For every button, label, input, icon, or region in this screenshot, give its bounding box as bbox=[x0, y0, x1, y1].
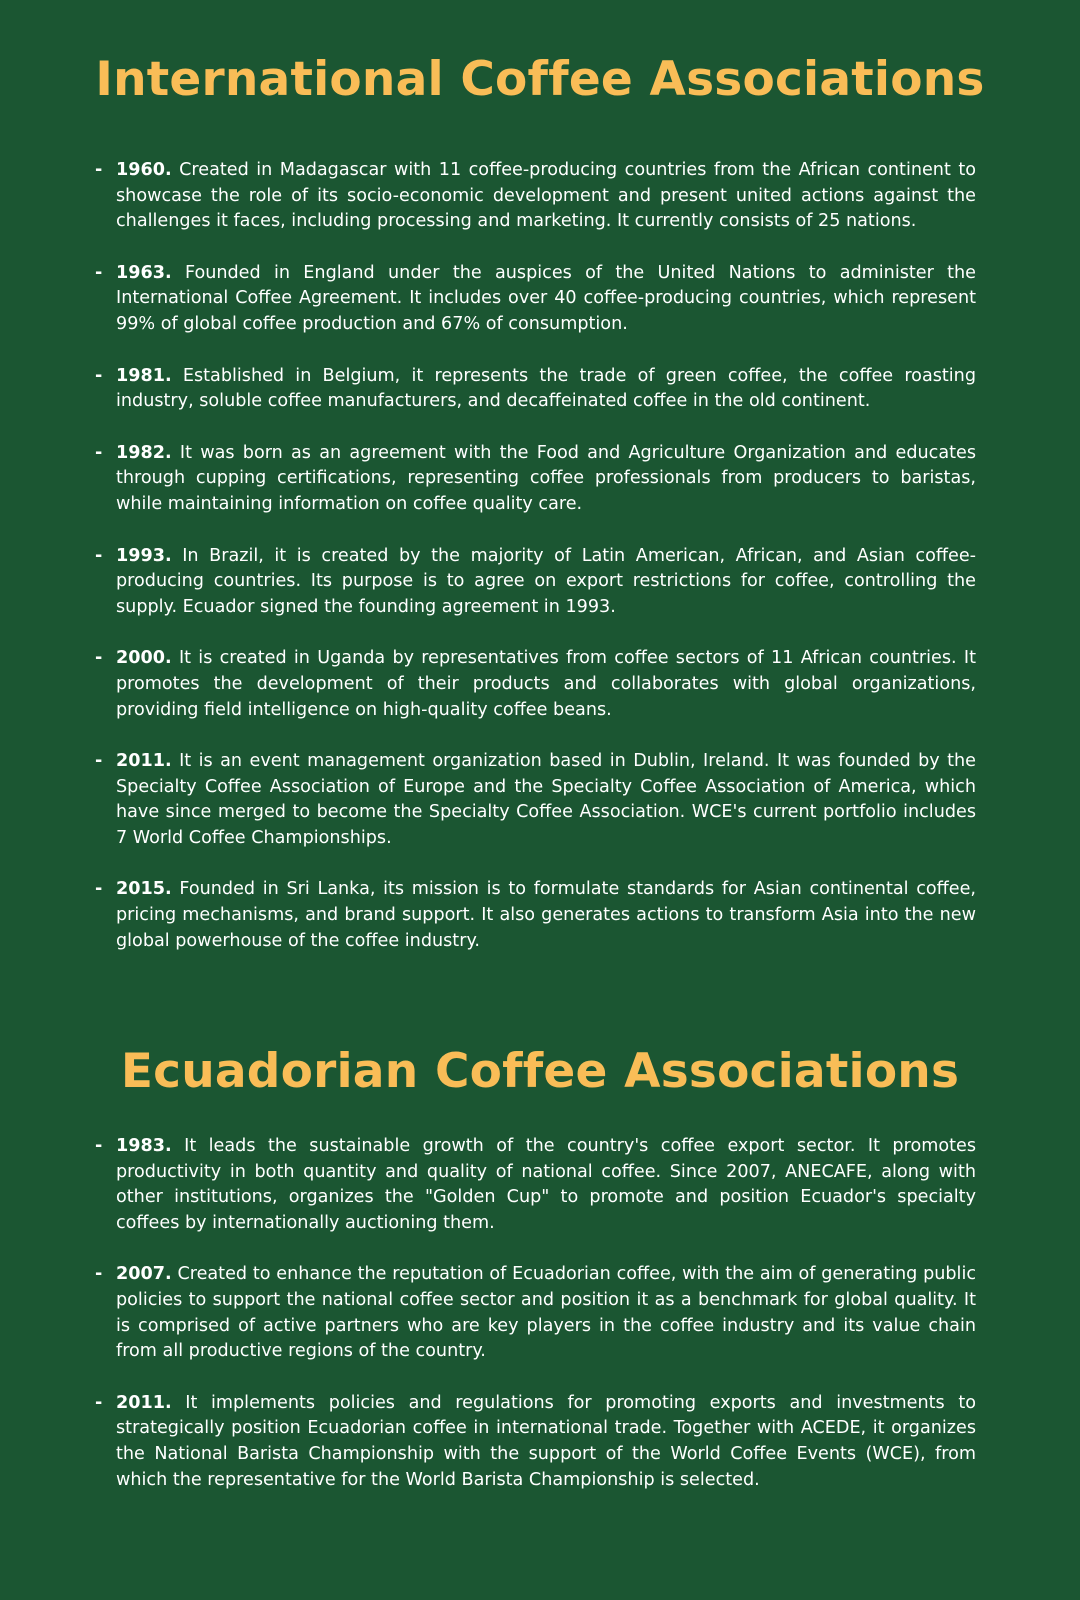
list-item bbox=[92, 261, 976, 338]
entry-text: Founded in Sri Lanka, its mission is to formulate standards for Asian continental coffee, pricing mechanisms, and brand support. It also generates actions to transform Asia into the new global powerhouse of the coffee industry. bbox=[116, 879, 976, 951]
list-item bbox=[92, 646, 976, 723]
bullet-dash: - bbox=[95, 1136, 103, 1156]
entry-year: 2011. bbox=[116, 1392, 172, 1413]
list-item bbox=[92, 441, 976, 518]
entry-text: It is an event management organization based in Dublin, Ireland. It was founded by the Specialty Coffee Association of Europe and the Specialty Coffee Association of America, which have since merged to become the Specialty Coffee Association. WCE's current portfolio includes 7 World Coffee Championships. bbox=[116, 751, 977, 848]
entry-year: 1983. bbox=[116, 1136, 172, 1156]
entry-year: 1960. bbox=[116, 160, 172, 180]
list-item bbox=[92, 158, 976, 235]
bullet-dash: - bbox=[95, 648, 103, 669]
entry-year: 1982. bbox=[116, 442, 172, 463]
international-associations-list bbox=[92, 158, 976, 980]
bullet-dash: - bbox=[95, 1392, 103, 1413]
bullet-dash: - bbox=[95, 262, 103, 283]
entry-text: Founded in England under the auspices of the United Nations to administer the International Coffee Agreement. It includes over 40 coffee-producing countries, which represent 99% of global coffee production and 67% of consumption. bbox=[116, 262, 976, 334]
ecuadorian-associations-list bbox=[92, 1134, 976, 1519]
entry-text: Created in Madagascar with 11 coffee-producing countries from the African continent to showcase the role of its socio-economic development and present united actions against the challenges it faces, including processing and marketing. It currently consists of 25 nations. bbox=[116, 160, 976, 232]
bullet-dash: - bbox=[95, 1264, 103, 1285]
list-item bbox=[92, 877, 976, 954]
entry-year: 1963. bbox=[116, 262, 172, 283]
entry-year: 1981. bbox=[116, 365, 172, 386]
entry-year: 2015. bbox=[116, 879, 172, 900]
bullet-dash: - bbox=[95, 751, 103, 772]
entry-text: It was born as an agreement with the Food and Agriculture Organization and educates through cupping certifications, representing coffee professionals from producers to baristas, while maintaining information on coffee quality care. bbox=[116, 442, 976, 514]
list-item bbox=[92, 1391, 976, 1493]
list-item bbox=[92, 364, 976, 415]
bullet-dash: - bbox=[95, 879, 103, 900]
entry-text: In Brazil, it is created by the majority of Latin American, African, and Asian coffee-producing countries. Its purpose is to agree on export restrictions for coffee, controlling the supply. Ecuador signed the founding agreement in 1993. bbox=[116, 545, 976, 617]
entry-year: 2007. bbox=[116, 1264, 172, 1285]
entry-text: It is created in Uganda by representatives from coffee sectors of 11 African countries. It promotes the development of their products and collaborates with global organizations, providing field intelligence on high-quality coffee beans. bbox=[116, 648, 977, 720]
entry-text: It leads the sustainable growth of the country's coffee export sector. It promotes productivity in both quantity and quality of national coffee. Since 2007, ANECAFE, along with other institutions, organizes the "Golden Cup" to promote and position Ecuador's specialty coffees by internationally auctioning them. bbox=[116, 1136, 976, 1233]
ecuadorian-section-title: Ecuadorian Coffee Associations bbox=[120, 1044, 960, 1099]
list-item bbox=[92, 1134, 976, 1236]
international-section-title: International Coffee Associations bbox=[95, 52, 985, 107]
entry-text: Established in Belgium, it represents the trade of green coffee, the coffee roasting industry, soluble coffee manufacturers, and decaffeinated coffee in the old continent. bbox=[116, 365, 976, 412]
entry-year: 1993. bbox=[116, 545, 172, 566]
bullet-dash: - bbox=[95, 365, 103, 386]
list-item bbox=[92, 544, 976, 621]
bullet-dash: - bbox=[95, 442, 103, 463]
entry-year: 2011. bbox=[116, 751, 172, 772]
list-item bbox=[92, 749, 976, 851]
entry-text: Created to enhance the reputation of Ecuadorian coffee, with the aim of generating public policies to support the national coffee sector and position it as a benchmark for global quality. It is comprised of active partners who are key players in the coffee industry and its value chain from all productive regions of the country. bbox=[116, 1264, 977, 1362]
bullet-dash: - bbox=[95, 545, 103, 566]
list-item bbox=[92, 1262, 976, 1364]
entry-year: 2000. bbox=[116, 648, 172, 669]
bullet-dash: - bbox=[95, 160, 103, 180]
entry-text: It implements policies and regulations for promoting exports and investments to strategically position Ecuadorian coffee in international trade. Together with ACEDE, it organizes the National Barista Championship with the support of the World Coffee Events (WCE), from which the representative for the World Barista Championship is selected. bbox=[116, 1392, 976, 1490]
